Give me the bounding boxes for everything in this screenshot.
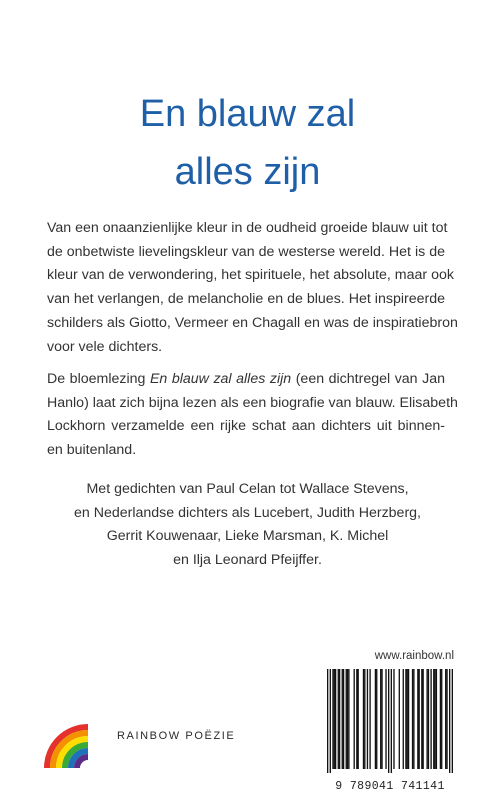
paragraph-line: kleur van de verwondering, het spirituele, het absolute, maar ook [47, 267, 454, 284]
barcode-bar [335, 669, 336, 769]
poets-line: en Ilja Leonard Pfeijffer. [173, 552, 322, 569]
barcode-bar [338, 669, 339, 769]
barcode-bar [381, 669, 382, 769]
line-prefix: De bloemlezing [47, 371, 150, 387]
barcode-bar [364, 669, 365, 769]
paragraph-line: de onbetwiste lievelingskleur van de westerse wereld. Het is de [47, 243, 445, 260]
barcode-bar [430, 669, 431, 769]
rainbow-logo-icon [44, 718, 88, 768]
barcode-bar [419, 669, 420, 769]
barcode-bar [347, 669, 348, 769]
barcode-bar [441, 669, 442, 769]
title-line-2: alles zijn [174, 151, 321, 193]
paragraph-line: Hanlo) laat zich bijna lezen als een biografie van blauw. Elisabeth [47, 394, 458, 411]
barcode-bar [385, 669, 386, 769]
barcode-bar [413, 669, 414, 769]
barcode-bar [327, 669, 328, 773]
barcode-bar [436, 669, 437, 769]
barcode-bar [348, 669, 349, 769]
publisher-brand: RAINBOW POËZIE [117, 730, 236, 742]
barcode-bar [346, 669, 347, 769]
barcode-bar [334, 669, 335, 769]
rainbow-band [77, 757, 88, 768]
line-suffix: (een dichtregel van Jan [291, 371, 445, 387]
barcode-bar [375, 669, 376, 769]
description-paragraph-1 [47, 217, 458, 359]
barcode-bar [417, 669, 418, 769]
barcode-bar [354, 669, 355, 769]
barcode-bar [343, 669, 344, 769]
barcode-bar [399, 669, 400, 769]
barcode-bar [426, 669, 427, 769]
paragraph-line: van het verlangen, de melancholie en de blues. Het inspireerde [47, 291, 445, 308]
barcode-bar [433, 669, 434, 769]
book-title-italic: En blauw zal alles zijn [149, 371, 292, 387]
barcode-bar [380, 669, 381, 769]
barcode-bar [434, 669, 435, 769]
book-title [0, 85, 495, 201]
barcode-bar [446, 669, 447, 769]
barcode-bar [452, 669, 453, 773]
barcode-bar [369, 669, 370, 769]
title-line-1: En blauw zal [139, 93, 356, 135]
barcode-bar [393, 669, 394, 769]
barcode-bar [412, 669, 413, 769]
barcode-bar [376, 669, 377, 769]
paragraph-line [47, 368, 445, 392]
barcode-bar [367, 669, 368, 769]
barcode-bar [405, 669, 406, 769]
paragraph-line: en buitenland. [47, 442, 137, 459]
description-paragraph-2 [47, 368, 458, 463]
barcode-bar [339, 669, 340, 769]
poets-line: en Nederlandse dichters als Lucebert, Judith Herzberg, [74, 504, 421, 521]
paragraph-line: schilders als Giotto, Vermeer en Chagall en was de inspiratiebron [47, 314, 458, 331]
isbn-number: 9 789041 741141 [335, 780, 445, 793]
barcode-bar [342, 669, 343, 769]
publisher-url[interactable]: www.rainbow.nl [374, 650, 454, 662]
barcode-bar [428, 669, 429, 769]
barcode-bar [363, 669, 364, 769]
barcode-bar [391, 669, 392, 773]
barcode-bar [407, 669, 408, 769]
paragraph-line: voor vele dichters. [47, 338, 163, 355]
barcode-bar [388, 669, 389, 773]
poets-line: Met gedichten van Paul Celan tot Wallace Stevens, [86, 481, 409, 497]
barcode-bar [422, 669, 423, 769]
poets-list [0, 478, 495, 573]
barcode-bar [332, 669, 333, 769]
barcode-bar [421, 669, 422, 769]
barcode-bar [330, 669, 331, 773]
barcode-bar [356, 669, 357, 769]
barcode-bar [449, 669, 450, 773]
poets-line: Gerrit Kouwenaar, Lieke Marsman, K. Michel [106, 528, 389, 545]
barcode-bar [440, 669, 441, 769]
barcode-bar [403, 669, 404, 769]
barcode-bar [445, 669, 446, 769]
barcode-bar [358, 669, 359, 769]
barcode [323, 667, 457, 775]
paragraph-line: Van een onaanzienlijke kleur in de oudheid groeide blauw uit tot [47, 220, 448, 236]
paragraph-line: Lockhorn verzamelde een rijke schat aan dichters uit binnen- [47, 418, 445, 435]
barcode-bar [408, 669, 409, 769]
